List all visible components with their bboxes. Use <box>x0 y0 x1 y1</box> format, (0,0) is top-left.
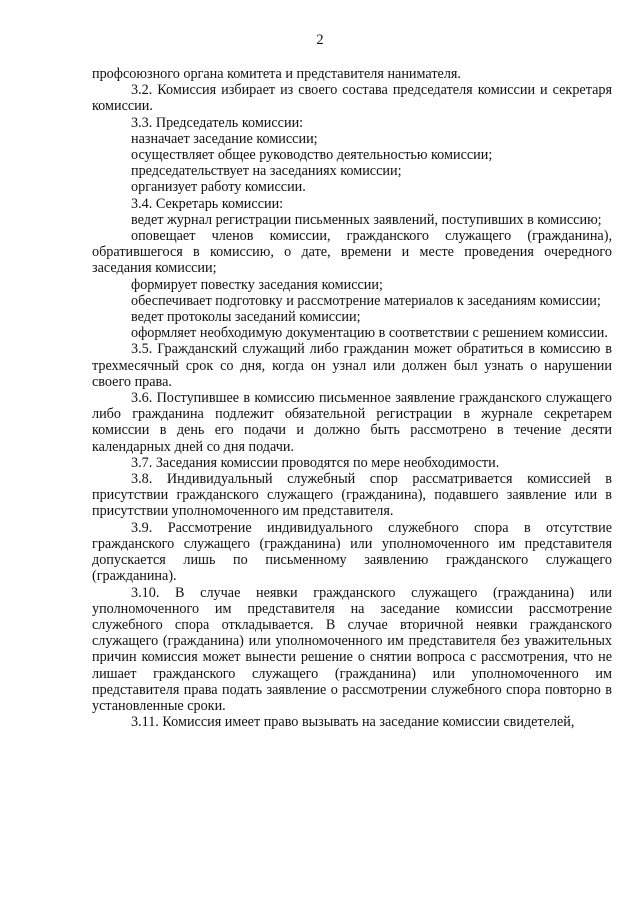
list-item-secretary-1: ведет журнал регистрации письменных заявлений, поступивших в комиссию; <box>131 211 602 228</box>
paragraph-3-11: 3.11. Комиссия имеет право вызывать на заседание комиссии свидетелей, <box>131 714 575 731</box>
paragraph-3-5: 3.5. Гражданский служащий либо гражданин может обратиться в комиссию в трехмесячный срок со дня, когда он узнал или должен был узнать о нарушении своего права. <box>92 341 612 390</box>
document-body <box>92 66 612 730</box>
list-item-secretary-2: оповещает членов комиссии, гражданского служащего (гражданина), обратившегося в комиссию, о дате, времени и месте проведения очередного заседания комиссии; <box>92 228 612 277</box>
paragraph-3-10: 3.10. В случае неявки гражданского служащего (гражданина) или уполномоченного им представителя на заседание комиссии рассмотрение служебного спора откладывается. В случае вторичной неявки гражданского служащего (гражданина) или уполномоченного им представителя без уважительных причин комиссия может вынести решение о снятии вопроса с рассмотрения, что не лишает гражданского служащего (гражданина) или уполномоченного им представителя права подать заявление о рассмотрении служебного спора повторно в установленные сроки. <box>92 584 612 714</box>
list-item-secretary-5: ведет протоколы заседаний комиссии; <box>131 309 361 326</box>
list-item-chair-4: организует работу комиссии. <box>131 179 306 196</box>
paragraph-3-7: 3.7. Заседания комиссии проводятся по мере необходимости. <box>131 454 500 471</box>
paragraph-3-8: 3.8. Индивидуальный служебный спор рассматривается комиссией в присутствии гражданского служащего (гражданина), подавшего заявление или в присутствии уполномоченного им представителя. <box>92 471 612 520</box>
paragraph-continuation: профсоюзного органа комитета и представителя нанимателя. <box>92 66 461 82</box>
paragraph-3-4: 3.4. Секретарь комиссии: <box>131 195 284 212</box>
paragraph-3-9: 3.9. Рассмотрение индивидуального служебного спора в отсутствие гражданского служащего (гражданина) или уполномоченного им представителя допускается лишь по письменному заявлению гражданского служащего (гражданина). <box>92 519 612 585</box>
paragraph-3-6: 3.6. Поступившее в комиссию письменное заявление гражданского служащего либо гражданина подлежит обязательной регистрации в журнале секретарем комиссии в день его подачи и должно быть рассмотрено в течение десяти календарных дней со дня подачи. <box>92 390 612 455</box>
list-item-secretary-3: формирует повестку заседания комиссии; <box>131 276 383 293</box>
list-item-secretary-4: обеспечивает подготовку и рассмотрение материалов к заседаниям комиссии; <box>131 292 601 309</box>
list-item-chair-3: председательствует на заседаниях комиссии; <box>131 163 402 180</box>
list-item-chair-1: назначает заседание комиссии; <box>131 130 318 147</box>
list-item-secretary-6: оформляет необходимую документацию в соответствии с решением комиссии. <box>131 325 608 342</box>
paragraph-3-2: 3.2. Комиссия избирает из своего состава председателя комиссии и секретаря комиссии. <box>92 82 612 115</box>
page-number: 2 <box>316 32 324 48</box>
list-item-chair-2: осуществляет общее руководство деятельностью комиссии; <box>131 147 493 164</box>
paragraph-3-3: 3.3. Председатель комиссии: <box>131 114 304 131</box>
